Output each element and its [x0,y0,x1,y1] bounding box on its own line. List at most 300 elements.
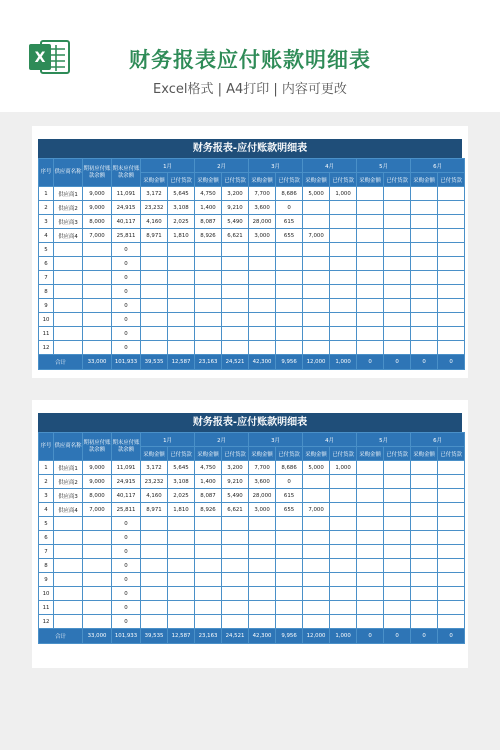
cell-seq: 6 [39,257,54,271]
cell-supplier [54,299,83,313]
table-row [39,341,465,355]
cell-purchase [411,587,438,601]
cell-opening [83,243,112,257]
cell-paid [276,615,303,629]
cell-closing: 0 [112,559,141,573]
cell-closing: 0 [112,531,141,545]
col-header-purchase: 采购金额 [357,173,384,187]
col-header-month: 3月 [249,433,303,447]
col-header-opening: 期初应付账款余额 [83,433,112,461]
cell-paid [222,327,249,341]
cell-paid [330,341,357,355]
cell-paid [438,341,465,355]
cell-purchase [357,327,384,341]
cell-paid [276,517,303,531]
payables-table [38,432,465,644]
cell-purchase: 8,971 [141,229,168,243]
cell-purchase [411,601,438,615]
cell-paid [330,243,357,257]
header-row [39,433,465,447]
cell-purchase [249,257,276,271]
cell-paid [168,587,195,601]
col-header-month: 1月 [141,159,195,173]
cell-purchase: 5,000 [303,461,330,475]
cell-seq: 6 [39,531,54,545]
cell-paid [330,257,357,271]
cell-paid [330,517,357,531]
cell-paid [276,243,303,257]
cell-paid [276,341,303,355]
cell-paid [222,559,249,573]
cell-paid [168,601,195,615]
cell-purchase [303,489,330,503]
cell-paid: 0 [276,201,303,215]
col-header-purchase: 采购金额 [249,447,276,461]
cell-purchase: 7,700 [249,461,276,475]
col-header-closing: 期末应付账款余额 [112,159,141,187]
cell-purchase: 4,750 [195,461,222,475]
cell-paid [384,229,411,243]
cell-purchase [249,341,276,355]
cell-purchase [141,257,168,271]
cell-purchase: 1,400 [195,201,222,215]
total-paid: 0 [384,355,411,370]
cell-purchase: 8,087 [195,489,222,503]
cell-paid: 2,025 [168,489,195,503]
cell-purchase [303,257,330,271]
cell-supplier [54,601,83,615]
col-header-supplier: 供应商名称 [54,159,83,187]
total-paid: 24,521 [222,355,249,370]
cell-supplier [54,559,83,573]
cell-paid: 655 [276,503,303,517]
col-header-paid: 已付货款 [384,173,411,187]
cell-paid: 6,621 [222,229,249,243]
cell-paid: 9,210 [222,201,249,215]
cell-paid [384,503,411,517]
cell-purchase [411,201,438,215]
cell-purchase [303,545,330,559]
cell-purchase [411,285,438,299]
cell-closing: 0 [112,285,141,299]
cell-purchase [141,587,168,601]
cell-supplier [54,615,83,629]
cell-paid [222,341,249,355]
cell-paid [222,243,249,257]
cell-paid [438,503,465,517]
cell-paid: 3,200 [222,461,249,475]
cell-paid [438,187,465,201]
cell-seq: 11 [39,327,54,341]
cell-opening [83,517,112,531]
col-header-opening: 期初应付账款余额 [83,159,112,187]
cell-supplier [54,327,83,341]
cell-paid [168,299,195,313]
cell-purchase [357,475,384,489]
col-header-paid: 已付货款 [168,447,195,461]
cell-purchase [195,299,222,313]
cell-purchase [303,285,330,299]
cell-purchase [357,299,384,313]
cell-opening [83,299,112,313]
cell-purchase [411,327,438,341]
cell-paid [438,517,465,531]
cell-paid: 2,025 [168,215,195,229]
cell-seq: 10 [39,313,54,327]
cell-purchase: 7,000 [303,503,330,517]
cell-paid [438,271,465,285]
cell-paid [222,299,249,313]
table-row [39,559,465,573]
cell-purchase [411,257,438,271]
cell-opening: 9,000 [83,461,112,475]
cell-paid [384,531,411,545]
cell-seq: 12 [39,341,54,355]
cell-purchase [195,341,222,355]
col-header-paid: 已付货款 [438,173,465,187]
spreadsheet-preview-2 [32,400,468,668]
cell-closing: 0 [112,517,141,531]
cell-opening [83,285,112,299]
table-row [39,285,465,299]
cell-purchase [195,531,222,545]
cell-closing: 0 [112,327,141,341]
cell-closing: 0 [112,615,141,629]
cell-purchase [141,615,168,629]
cell-opening: 7,000 [83,503,112,517]
table-row [39,187,465,201]
cell-seq: 7 [39,271,54,285]
cell-paid [384,243,411,257]
cell-purchase [141,271,168,285]
total-paid: 24,521 [222,629,249,644]
cell-paid: 8,686 [276,187,303,201]
cell-purchase [303,215,330,229]
cell-purchase [303,559,330,573]
cell-paid [330,573,357,587]
cell-paid: 9,210 [222,475,249,489]
col-header-purchase: 采购金额 [411,173,438,187]
table-row [39,601,465,615]
col-header-paid: 已付货款 [276,447,303,461]
cell-purchase [303,475,330,489]
cell-paid [222,531,249,545]
cell-paid [222,271,249,285]
cell-purchase [195,587,222,601]
cell-closing: 40,117 [112,489,141,503]
cell-purchase [141,531,168,545]
col-header-month: 5月 [357,159,411,173]
col-header-purchase: 采购金额 [141,447,168,461]
total-paid: 9,956 [276,629,303,644]
cell-opening [83,601,112,615]
cell-paid [330,545,357,559]
cell-paid [438,257,465,271]
col-header-purchase: 采购金额 [249,173,276,187]
cell-paid [384,461,411,475]
cell-purchase [249,587,276,601]
cell-purchase [249,573,276,587]
cell-paid: 615 [276,215,303,229]
total-purchase: 39,535 [141,629,168,644]
total-purchase: 39,535 [141,355,168,370]
col-header-purchase: 采购金额 [357,447,384,461]
cell-paid [384,601,411,615]
cell-paid [330,327,357,341]
col-header-purchase: 采购金额 [195,447,222,461]
cell-seq: 4 [39,503,54,517]
total-row [39,629,465,644]
cell-paid [276,601,303,615]
cell-seq: 5 [39,243,54,257]
cell-supplier: 供应商3 [54,215,83,229]
cell-purchase [249,531,276,545]
cell-purchase [195,559,222,573]
cell-paid [222,545,249,559]
cell-seq: 2 [39,201,54,215]
cell-purchase: 8,926 [195,503,222,517]
cell-purchase [141,573,168,587]
col-header-purchase: 采购金额 [195,173,222,187]
cell-purchase [357,489,384,503]
cell-paid [438,229,465,243]
cell-paid [384,299,411,313]
table-row [39,531,465,545]
cell-paid [438,475,465,489]
col-header-month: 4月 [303,159,357,173]
cell-purchase [357,601,384,615]
cell-purchase [195,615,222,629]
cell-paid [168,327,195,341]
table-row [39,215,465,229]
cell-paid [168,517,195,531]
cell-paid [168,573,195,587]
cell-purchase [195,271,222,285]
cell-purchase [195,243,222,257]
total-purchase: 42,300 [249,629,276,644]
cell-purchase [303,327,330,341]
cell-paid: 655 [276,229,303,243]
header-row [39,159,465,173]
cell-paid [384,187,411,201]
cell-purchase [195,327,222,341]
cell-purchase [141,285,168,299]
cell-paid [222,517,249,531]
cell-paid [438,313,465,327]
cell-purchase [303,601,330,615]
total-purchase: 23,163 [195,629,222,644]
cell-seq: 1 [39,461,54,475]
cell-purchase [411,341,438,355]
table-row [39,503,465,517]
cell-purchase [357,341,384,355]
total-purchase: 23,163 [195,355,222,370]
cell-purchase [357,531,384,545]
total-paid: 12,587 [168,355,195,370]
table-row [39,517,465,531]
cell-seq: 1 [39,187,54,201]
cell-purchase [303,573,330,587]
cell-supplier: 供应商3 [54,489,83,503]
cell-paid [276,545,303,559]
table-row [39,475,465,489]
cell-paid [384,587,411,601]
cell-purchase [249,313,276,327]
total-purchase: 12,000 [303,629,330,644]
table-row [39,201,465,215]
cell-seq: 12 [39,615,54,629]
total-purchase: 0 [411,629,438,644]
cell-paid [330,201,357,215]
cell-paid: 5,645 [168,461,195,475]
total-paid: 1,000 [330,355,357,370]
cell-purchase [195,517,222,531]
cell-paid [330,215,357,229]
cell-paid [330,587,357,601]
col-header-paid: 已付货款 [438,447,465,461]
cell-purchase [411,531,438,545]
cell-purchase: 8,087 [195,215,222,229]
cell-paid [276,327,303,341]
cell-seq: 11 [39,601,54,615]
cell-purchase: 3,172 [141,187,168,201]
cell-purchase [357,461,384,475]
cell-paid [438,615,465,629]
total-purchase: 12,000 [303,355,330,370]
cell-purchase [357,587,384,601]
cell-seq: 2 [39,475,54,489]
cell-paid [276,559,303,573]
cell-purchase [411,615,438,629]
table-row [39,327,465,341]
cell-paid: 1,810 [168,229,195,243]
cell-purchase [357,559,384,573]
cell-purchase [141,299,168,313]
cell-paid: 615 [276,489,303,503]
cell-paid: 3,108 [168,201,195,215]
cell-paid [276,299,303,313]
cell-closing: 0 [112,243,141,257]
cell-opening [83,559,112,573]
cell-paid [168,285,195,299]
cell-seq: 3 [39,489,54,503]
cell-purchase [357,201,384,215]
cell-paid [168,243,195,257]
bottom-background [0,676,500,750]
total-paid: 0 [384,629,411,644]
cell-purchase [141,545,168,559]
cell-seq: 5 [39,517,54,531]
cell-opening [83,587,112,601]
cell-paid [330,503,357,517]
cell-paid [276,313,303,327]
col-header-seq: 序号 [39,433,54,461]
cell-seq: 4 [39,229,54,243]
cell-paid [384,327,411,341]
cell-purchase [141,559,168,573]
table-row [39,229,465,243]
cell-paid [384,545,411,559]
cell-supplier [54,271,83,285]
cell-purchase: 5,000 [303,187,330,201]
col-header-month: 2月 [195,433,249,447]
cell-seq: 7 [39,545,54,559]
cell-purchase [303,299,330,313]
col-header-paid: 已付货款 [168,173,195,187]
total-label: 合计 [39,629,83,644]
cell-supplier [54,285,83,299]
cell-purchase [249,545,276,559]
cell-purchase [141,243,168,257]
cell-opening: 7,000 [83,229,112,243]
col-header-month: 6月 [411,159,465,173]
cell-purchase [249,559,276,573]
col-header-month: 4月 [303,433,357,447]
cell-purchase [195,573,222,587]
col-header-month: 6月 [411,433,465,447]
cell-paid [330,299,357,313]
table-row [39,243,465,257]
cell-supplier [54,545,83,559]
cell-purchase [141,601,168,615]
col-header-supplier: 供应商名称 [54,433,83,461]
cell-paid [438,573,465,587]
cell-seq: 9 [39,299,54,313]
col-header-month: 1月 [141,433,195,447]
cell-paid [330,229,357,243]
page-header [0,0,500,112]
cell-purchase: 1,400 [195,475,222,489]
cell-paid [438,545,465,559]
cell-purchase [357,271,384,285]
cell-paid: 1,000 [330,187,357,201]
cell-purchase [141,341,168,355]
cell-opening [83,257,112,271]
cell-opening [83,545,112,559]
cell-purchase: 23,232 [141,475,168,489]
cell-paid [438,489,465,503]
cell-purchase: 8,926 [195,229,222,243]
cell-paid [330,285,357,299]
cell-closing: 0 [112,601,141,615]
cell-paid [384,615,411,629]
cell-purchase [357,215,384,229]
table-row [39,299,465,313]
table-row [39,573,465,587]
cell-opening [83,531,112,545]
total-paid: 1,000 [330,629,357,644]
cell-purchase: 4,160 [141,215,168,229]
cell-purchase [195,601,222,615]
table-row [39,271,465,285]
col-header-purchase: 采购金额 [411,447,438,461]
cell-paid: 1,000 [330,461,357,475]
total-paid: 0 [438,355,465,370]
cell-paid [168,531,195,545]
cell-paid: 6,621 [222,503,249,517]
cell-opening: 9,000 [83,187,112,201]
cell-paid: 1,810 [168,503,195,517]
cell-seq: 9 [39,573,54,587]
cell-purchase [357,517,384,531]
cell-closing: 0 [112,299,141,313]
total-opening: 33,000 [83,629,112,644]
col-header-paid: 已付货款 [330,173,357,187]
cell-paid [330,475,357,489]
cell-paid [276,285,303,299]
total-paid: 9,956 [276,355,303,370]
cell-paid [438,299,465,313]
